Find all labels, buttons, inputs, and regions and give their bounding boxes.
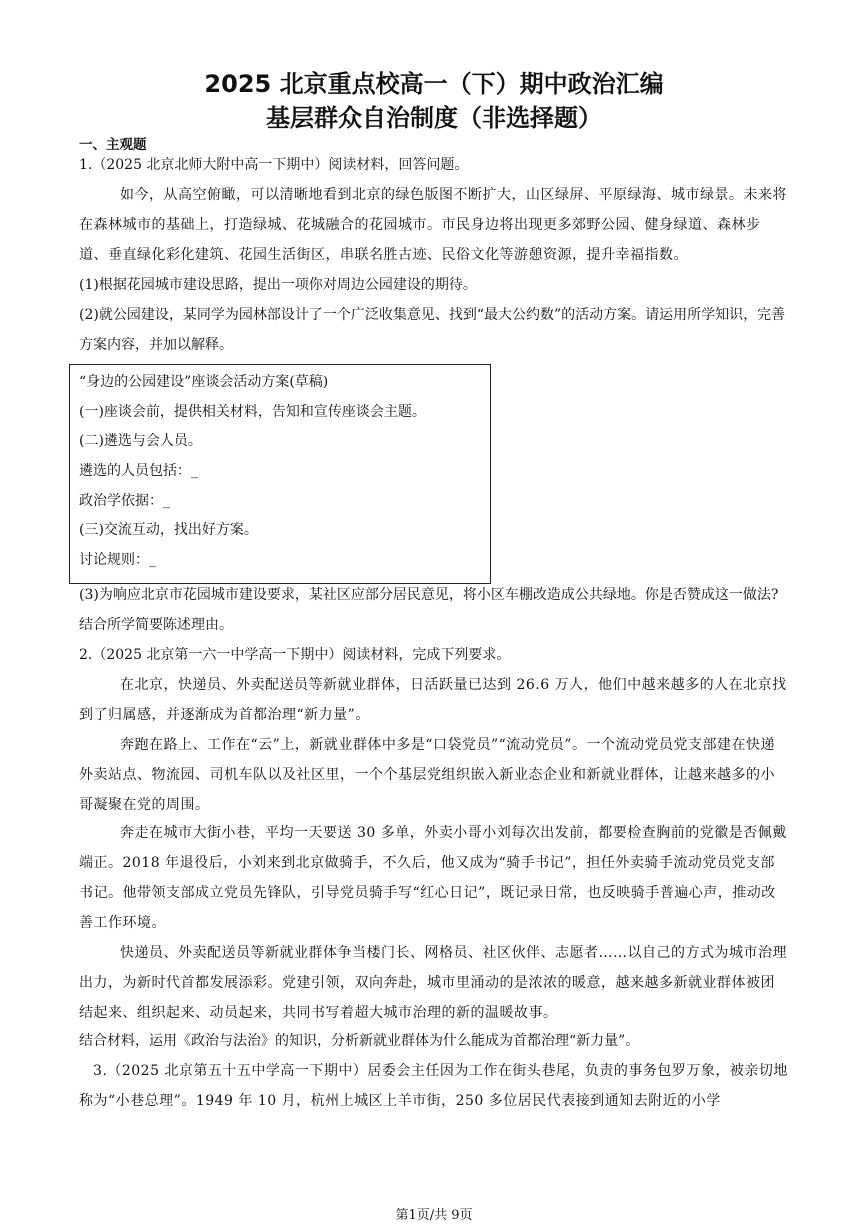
q2-header: 2.（2025 北京第一六一中学高一下期中）阅读材料，完成下列要求。: [79, 647, 511, 663]
activity-plan-box: [69, 364, 491, 584]
q2-para3: 奔走在城市大街小巷，平均一天要送 30 多单，外卖小哥小刘每次出发前，都要检查胸前的党徽是否佩戴端正。2018 年退役后，小刘来到北京做骑手，不久后，他又成为“骑手书记”，担任外卖骑手流动党员党支部书记。他带领支部成立党员先锋队，引导党员骑手写“红心日记”，既记录日常，也反映骑手普遍心声，推动改善工作环境。: [79, 825, 787, 931]
q2-para1: 在北京，快递员、外卖配送员等新就业群体，日活跃量已达到 26.6 万人，他们中越来越多的人在北京找到了归属感，并逐渐成为首都治理“新力量”。: [79, 677, 787, 723]
q2-para2: 奔跑在路上、工作在“云”上，新就业群体中多是“口袋党员”“流动党员”。一个流动党员党支部建在快递外卖站点、物流园、司机车队以及社区里，一个个基层党组织嵌入新业态企业和新就业群体，让越来越多的小哥凝聚在党的周围。: [79, 737, 775, 813]
box-step1: (一)座谈会前，提供相关材料，告知和宣传座谈会主题。: [79, 404, 426, 420]
section-heading: 一、主观题: [79, 137, 147, 153]
box-step3: (三)交流互动，找出好方案。: [79, 522, 258, 538]
q2-para4: 快递员、外卖配送员等新就业群体争当楼门长、网格员、社区伙伴、志愿者……以自己的方式为城市治理出力，为新时代首都发展添彩。党建引领，双向奔赴，城市里涌动的是浓浓的暖意，越来越多新就业群体被团结起来、组织起来、动员起来，共同书写着超大城市治理的新的温暖故事。: [79, 945, 787, 1021]
q1-sub1: (1)根据花园城市建设思路，提出一项你对周边公园建设的期待。: [79, 277, 477, 293]
q1-sub3: (3)为响应北京市花园城市建设要求，某社区应部分居民意见，将小区车棚改造成公共绿地。你是否赞成这一做法?结合所学简要陈述理由。: [79, 587, 779, 633]
page-number: 第1页/共 9页: [395, 1208, 473, 1223]
q1-header: 1.（2025 北京北师大附中高一下期中）阅读材料，回答问题。: [79, 157, 469, 173]
box-rules: 讨论规则：_: [79, 552, 156, 568]
document-title-line2: 基层群众自治制度（非选择题）: [266, 104, 602, 132]
box-people: 遴选的人员包括：_: [79, 463, 198, 479]
q2-task: 结合材料，运用《政治与法治》的知识，分析新就业群体为什么能成为首都治理“新力量”。: [79, 1033, 640, 1049]
q1-sub2: (2)就公园建设，某同学为园林部设计了一个广泛收集意见、找到“最大公约数”的活动方案。请运用所学知识，完善方案内容，并加以解释。: [79, 307, 786, 353]
q3-text: 3.（2025 北京第五十五中学高一下期中）居委会主任因为工作在街头巷尾，负责的事务包罗万象，被亲切地称为“小巷总理”。1949 年 10 月，杭州上城区上羊市街，250 多位居民代表接到通知去附近的小学: [79, 1063, 788, 1109]
q1-material: 如今，从高空俯瞰，可以清晰地看到北京的绿色版图不断扩大，山区绿屏、平原绿海、城市绿景。未来将在森林城市的基础上，打造绿城、花城融合的花园城市。市民身边将出现更多郊野公园、健身绿道、森林步道、垂直绿化彩化建筑、花园生活街区，串联名胜古迹、民俗文化等游憩资源，提升幸福指数。: [79, 187, 787, 263]
box-basis: 政治学依据：_: [79, 493, 170, 509]
document-title-line1: 2025 北京重点校高一（下）期中政治汇编: [204, 70, 664, 98]
box-step2: (二)遴选与会人员。: [79, 433, 202, 449]
box-title: “身边的公园建设”座谈会活动方案(草稿): [79, 374, 329, 390]
